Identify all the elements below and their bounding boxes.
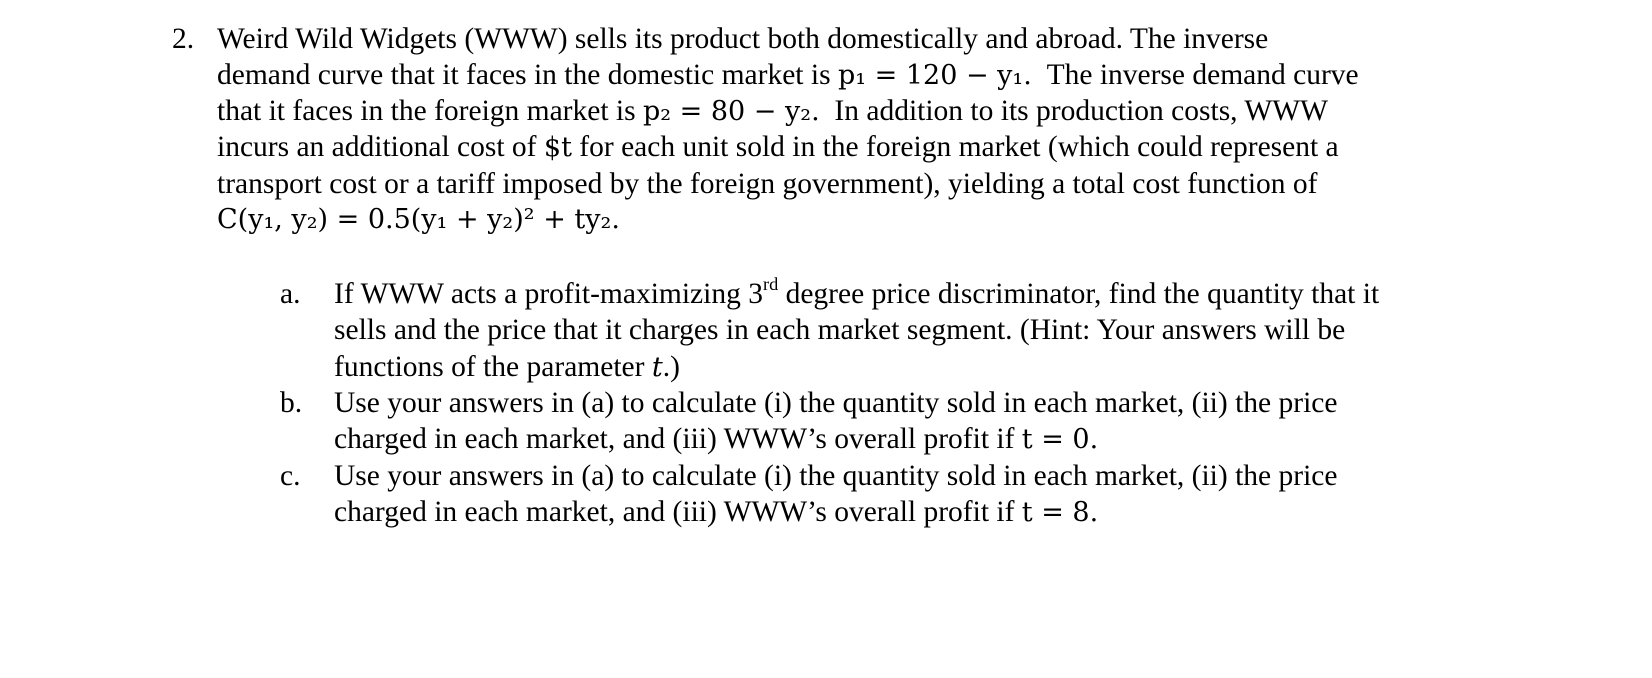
part-b-t-value: t = 0. xyxy=(1021,424,1099,455)
problem-line-2 xyxy=(217,58,1359,93)
problem-line-3-text: that it faces in the foreign market is xyxy=(217,95,643,127)
cost-function-equation: C(y₁, y₂) = 0.5(y₁ + y₂)² + ty₂. xyxy=(217,204,620,235)
domestic-demand-equation: p₁ = 120 − y₁. xyxy=(837,60,1032,91)
part-a-line-1-post: degree price discriminator, find the quantity that it xyxy=(778,278,1380,310)
part-c-line-1: Use your answers in (a) to calculate (i) the quantity sold in each market, (ii) the price xyxy=(334,460,1338,492)
problem-number: 2. xyxy=(172,23,195,55)
problem-line-5: transport cost or a tariff imposed by the foreign government), yielding a total cost function of xyxy=(217,168,1318,200)
part-b-line-2 xyxy=(334,422,1098,457)
part-a-line-3-post: .) xyxy=(662,351,680,383)
part-c-line-2-pre: charged in each market, and (iii) WWW’s overall profit if xyxy=(334,496,1022,528)
part-a-line-3-pre: functions of the parameter xyxy=(334,351,652,383)
part-c-line-2 xyxy=(334,495,1098,530)
problem-line-2-tail: The inverse demand curve xyxy=(1046,59,1359,91)
part-a-line-1-pre: If WWW acts a profit-maximizing 3 xyxy=(334,278,763,310)
part-a-superscript: rd xyxy=(762,274,779,295)
part-b-line-2-pre: charged in each market, and (iii) WWW’s overall profit if xyxy=(334,423,1022,455)
problem-line-4-text: incurs an additional cost of xyxy=(217,131,544,163)
part-a-line-2: sells and the price that it charges in each market segment. (Hint: Your answers will be xyxy=(334,314,1346,346)
part-c-t-value: t = 8. xyxy=(1021,497,1099,528)
part-a-line-1 xyxy=(334,274,1380,311)
part-b-line-1: Use your answers in (a) to calculate (i) the quantity sold in each market, (ii) the price xyxy=(334,387,1338,419)
part-c-label: c. xyxy=(280,460,301,492)
problem-line-3 xyxy=(217,94,1328,129)
foreign-demand-equation: p₂ = 80 − y₂. xyxy=(642,96,820,127)
problem-line-2-text: demand curve that it faces in the domestic market is xyxy=(217,59,838,91)
unit-cost-t: $t xyxy=(543,132,572,163)
part-b-label: b. xyxy=(280,387,303,419)
part-a-line-3 xyxy=(334,350,680,385)
part-a-label: a. xyxy=(280,278,301,310)
problem-line-1: Weird Wild Widgets (WWW) sells its product both domestically and abroad. The inverse xyxy=(217,23,1269,55)
problem-line-4-tail: for each unit sold in the foreign market (which could represent a xyxy=(571,131,1339,163)
problem-line-4 xyxy=(217,130,1339,165)
parameter-t: t xyxy=(651,352,663,383)
problem-line-3-tail: In addition to its production costs, WWW xyxy=(834,95,1328,127)
